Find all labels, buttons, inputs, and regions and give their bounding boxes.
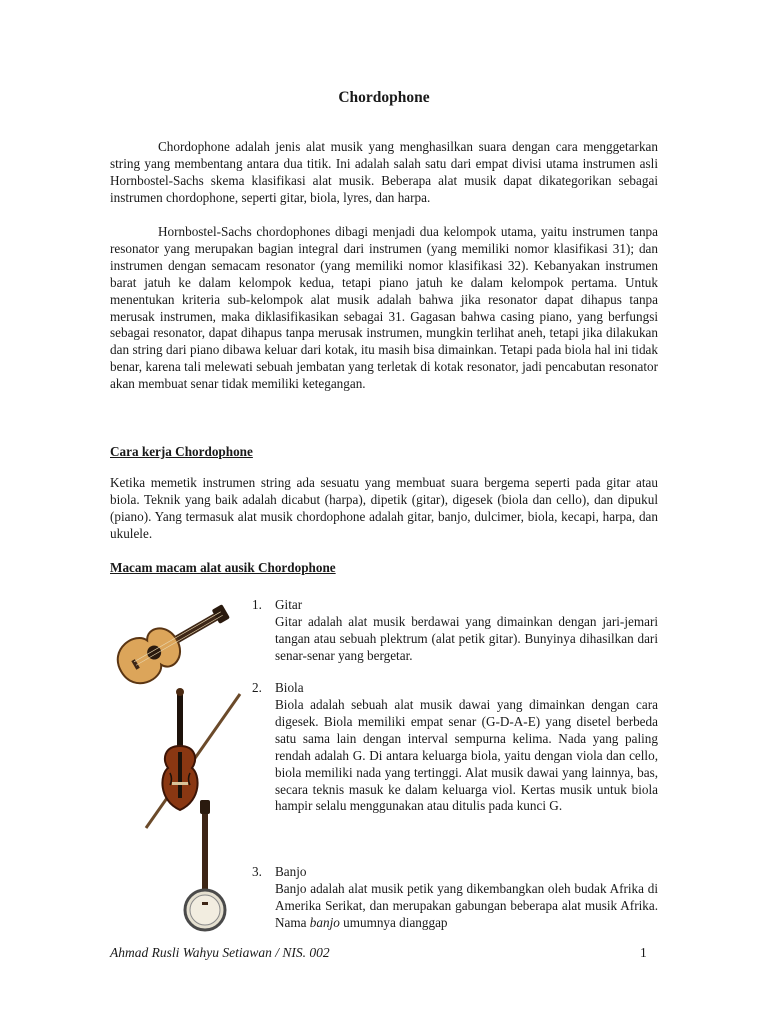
- description-text: Banjo adalah alat musik petik yang dikembangkan oleh budak Afrika di Amerika Serikat, dan merupakan gabungan beberapa alat musik Afrika. Nama: [275, 881, 658, 930]
- instrument-description: Biola adalah sebuah alat musik dawai yang dimainkan dengan cara digesek. Biola memiliki empat senar (G-D-A-E) yang disetel berbeda satu sama lain dengan interval sempurna kelima. Nada yang paling rendah adalah G. Di antara keluarga biola, yaitu dengan viola dan cello, biola memiliki nada yang tertinggi. Alat musik dawai yang lainnya, bas, secara teknis masuk ke dalam keluarga viol. Kertas musik untuk biola hampir selalu menggunakan atau ditulis pada kunci G.: [275, 697, 658, 814]
- instrument-name: Gitar: [275, 597, 303, 612]
- cara-kerja-paragraph: Ketika memetik instrumen string ada sesuatu yang membuat suara bergema seperti pada gitar atau biola. Teknik yang baik adalah dicabut (harpa), dipetik (gitar), digesek (biola dan cello), dan dipukul (piano). Yang termasuk alat musik chordophone adalah gitar, banjo, dulcimer, biola, kecapi, harpa, dan ukulele.: [110, 475, 658, 541]
- description-text: umumnya dianggap: [339, 914, 448, 930]
- intro-paragraph-1: Chordophone adalah jenis alat musik yang menghasilkan suara dengan cara menggetarkan string yang membentang antara dua titik. Ini adalah salah satu dari empat divisi utama instrumen asli Hornbostel-Sachs skema klasifikasi alat musik. Beberapa alat musik dapat dikategorikan sebagai instrumen chordophone, seperti gitar, biola, lyres, dan harpa.: [110, 139, 658, 205]
- description-italic-term: banjo: [309, 914, 340, 930]
- intro-paragraph-2: Hornbostel-Sachs chordophones dibagi menjadi dua kelompok utama, yaitu instrumen tanpa resonator yang merupakan bagian integral dari instrumen (yang memiliki nomor klasifikasi 31); dan instrumen dengan semacam resonator (yang memiliki nomor klasifikasi 32). Kebanyakan instrumen barat jatuh ke dalam kelompok kedua, tetapi piano jatuh ke dalam kelompok pertama. Untuk menentukan kriteria sub-kelompok alat musik adalah bahwa jika resonator dapat dihapus tanpa merusak instrumen, maka diklasifikasikan sebagai 31. Gagasan bahwa casing piano, yang berfungsi sebagai resonator, dapat dihapus tanpa merusak instrumen, mungkin terlihat aneh, tetapi jika dilakukan dan string dari piano dibawa keluar dari kotak, itu masih bisa dimainkan. Tetapi pada biola hal ini tidak benar, karena tali melewati sebuah jembatan yang terletak di kotak resonator, jadi pencabutan resonator akan membuat senar tidak memiliki ketegangan.: [110, 224, 658, 392]
- list-number: 2.: [252, 680, 262, 695]
- section-heading-macam: Macam macam alat ausik Chordophone: [110, 560, 336, 575]
- instrument-name: Banjo: [275, 864, 307, 879]
- instrument-description: Gitar adalah alat musik berdawai yang dimainkan dengan jari-jemari tangan atau sebuah plektrum (alat petik gitar). Bunyinya dihasilkan dari senar-senar yang bergetar.: [275, 614, 658, 663]
- section-heading-cara-kerja: Cara kerja Chordophone: [110, 444, 253, 459]
- guitar-image: [108, 588, 233, 693]
- page-title: Chordophone: [338, 89, 430, 106]
- instrument-description: [275, 881, 658, 932]
- page-number: 1: [640, 945, 647, 960]
- instrument-name: Biola: [275, 680, 304, 695]
- banjo-image: [182, 800, 228, 934]
- footer-author: Ahmad Rusli Wahyu Setiawan / NIS. 002: [110, 945, 330, 960]
- list-number: 3.: [252, 864, 262, 879]
- list-number: 1.: [252, 597, 262, 612]
